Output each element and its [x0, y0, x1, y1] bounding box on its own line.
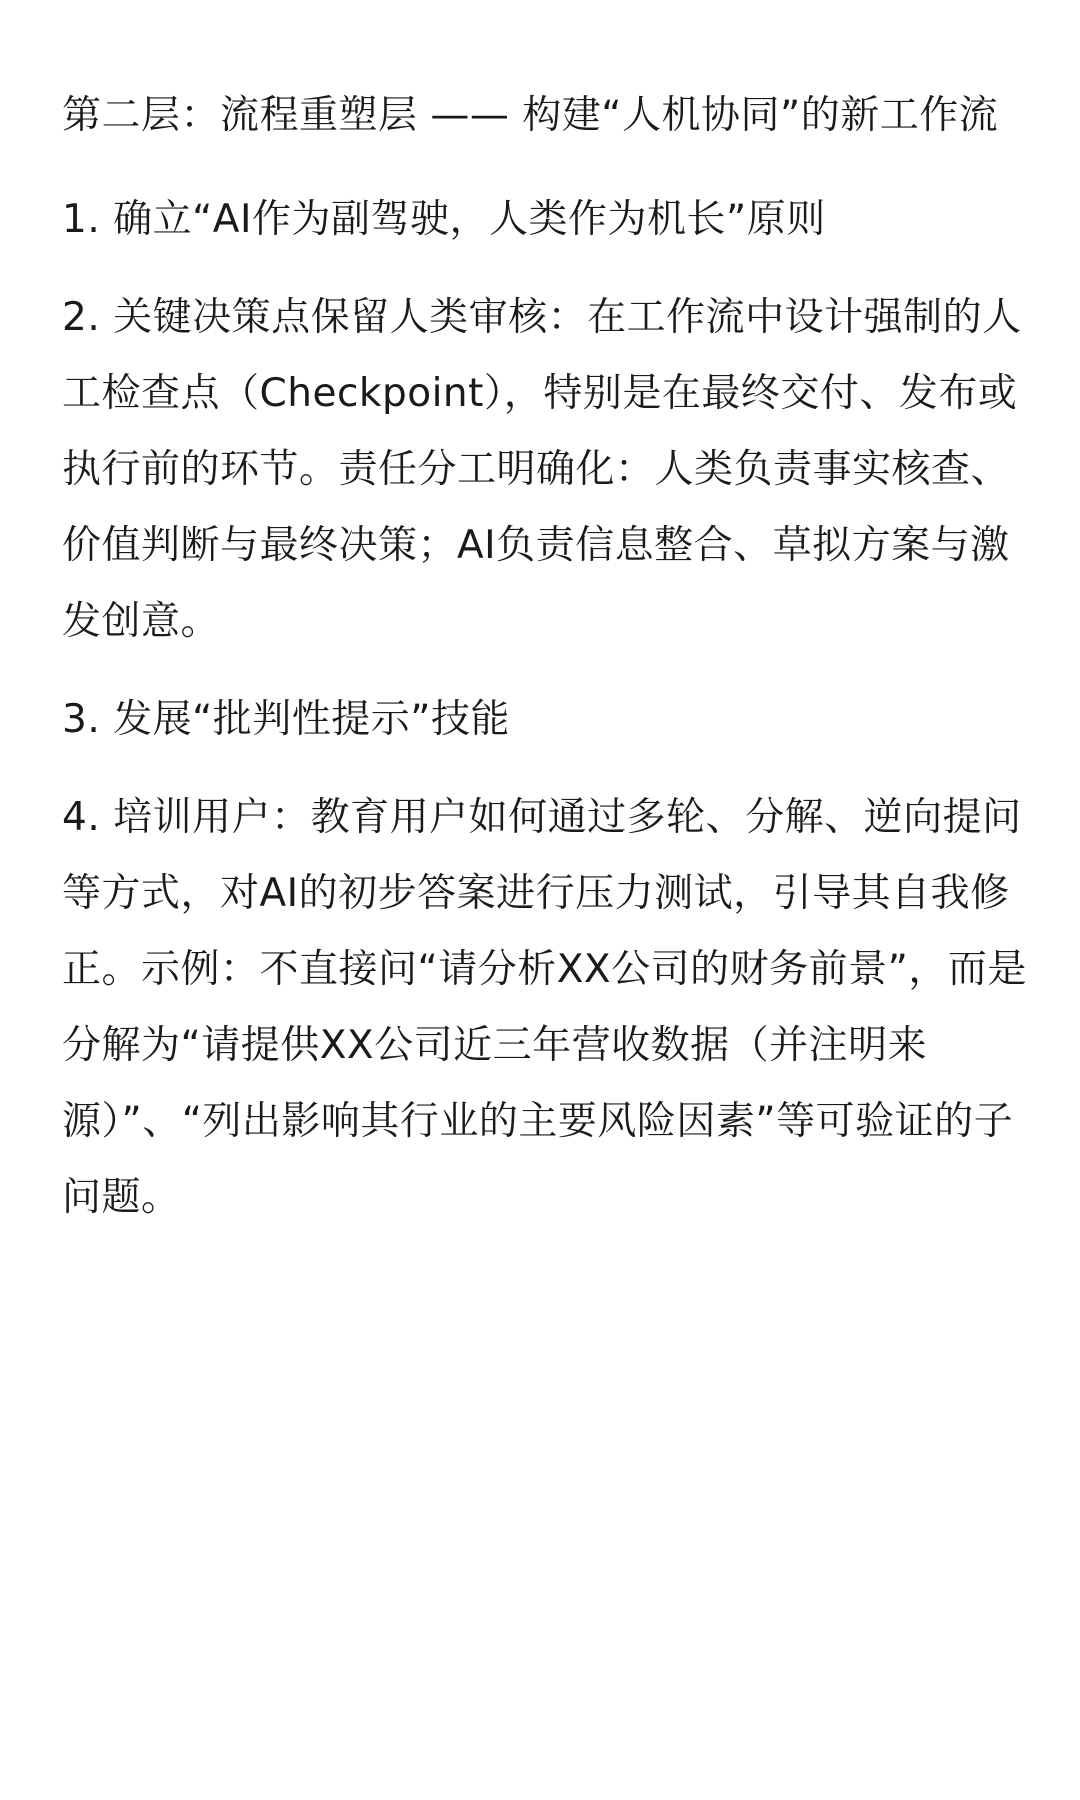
section-heading: 第二层：流程重塑层 —— 构建“人机协同”的新工作流: [62, 93, 999, 138]
list-item-1: 1. 确立“AI作为副驾驶，人类作为机长”原则: [62, 197, 826, 242]
list-item-2: 2. 关键决策点保留人类审核：在工作流中设计强制的人工检查点（Checkpoint），特别是在最终交付、发布或执行前的环节。责任分工明确化：人类负责事实核查、价值判断与最终决策；AI负责信息整合、草拟方案与激发创意。: [62, 295, 1022, 644]
list-item-4: 4. 培训用户：教育用户如何通过多轮、分解、逆向提问等方式，对AI的初步答案进行压力测试，引导其自我修正。示例：不直接问“请分析XX公司的财务前景”，而是分解为“请提供XX公司近三年营收数据（并注明来源）”、“列出影响其行业的主要风险因素”等可验证的子问题。: [62, 795, 1027, 1220]
article-body: [62, 78, 1030, 1236]
list-item-3: 3. 发展“批判性提示”技能: [62, 697, 511, 742]
